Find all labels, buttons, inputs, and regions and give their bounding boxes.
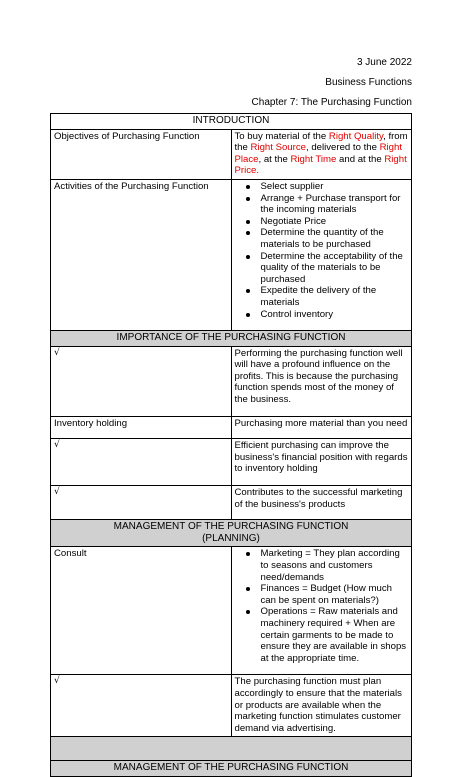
management-heading-line1: MANAGEMENT OF THE PURCHASING FUNCTION [113, 521, 349, 533]
table-row [51, 346, 412, 416]
management-heading [51, 520, 412, 547]
objectives-part: To buy material of the [234, 130, 329, 142]
consult-label: Consult [51, 547, 232, 675]
header-subject: Business Functions [325, 77, 412, 88]
table-row [51, 486, 412, 520]
table-row [51, 416, 412, 439]
importance-text [231, 439, 412, 486]
table-row [51, 179, 412, 330]
importance-text [231, 346, 412, 416]
header-chapter: Chapter 7: The Purchasing Function [251, 97, 412, 108]
objectives-part-highlight: Right Quality [328, 130, 384, 142]
introduction-heading: INTRODUCTION [51, 114, 412, 130]
tick-mark: √ [51, 675, 232, 737]
planning-text: The purchasing function must plan accordingly to ensure that the materials or products are available when the marketing function stimulates customer demand via advertising. [231, 675, 412, 737]
tick-mark: √ [51, 439, 232, 486]
importance-text [231, 416, 412, 439]
header-date: 3 June 2022 [356, 57, 412, 68]
list-item: Marketing = They plan according to seasons and customers need/demands [261, 548, 409, 583]
list-item: Operations = Raw materials and machinery required + When are certain garments to be made to ensure they are available in shops at the appropriate time. [260, 606, 407, 664]
inventory-holding-label: Inventory holding [51, 416, 232, 439]
table-row [51, 547, 412, 675]
footer-heading: MANAGEMENT OF THE PURCHASING FUNCTION [51, 761, 412, 777]
importance-text-value: Purchasing more material than you need [234, 417, 408, 429]
list-item: Expedite the delivery of the materials [261, 285, 409, 308]
importance-text [231, 486, 412, 520]
list-item: Control inventory [261, 309, 409, 321]
objectives-text [231, 129, 412, 179]
importance-text-value: Contributes to the successful marketing of the business's products [234, 487, 403, 510]
objectives-part-highlight: Right Place [234, 142, 402, 165]
management-heading-line2: (PLANNING) [202, 532, 260, 544]
objectives-part: , from the [234, 130, 408, 154]
list-item: Arrange + Purchase transport for the incoming materials [261, 193, 409, 216]
list-item: Determine the acceptability of the quality of the materials to be purchased [261, 251, 409, 286]
activities-label: Activities of the Purchasing Function [51, 179, 232, 330]
tick-mark: √ [51, 346, 232, 416]
objectives-part: , at the [258, 153, 291, 165]
list-item: Select supplier [261, 181, 409, 193]
consult-cell [231, 547, 412, 675]
table-row [51, 439, 412, 486]
objectives-part-highlight: Right Price. [234, 153, 407, 177]
tick-mark: √ [51, 486, 232, 520]
importance-text-value: Efficient purchasing can improve the business's financial position with regards to inventory holding [234, 440, 408, 475]
consult-list [235, 548, 409, 664]
objectives-part-highlight: Right Time [290, 153, 337, 165]
activities-list [235, 181, 409, 320]
notes-table [50, 113, 412, 777]
activities-cell [231, 179, 412, 330]
importance-text-value: Performing the purchasing function well will have a profound influence on the profits. This is because the purchasing function spends most of the money of the business. [234, 347, 403, 406]
list-item: Determine the quantity of the materials to be purchased [261, 227, 409, 250]
objectives-label: Objectives of Purchasing Function [51, 129, 232, 179]
table-row [51, 675, 412, 737]
table-row [51, 129, 412, 179]
list-item: Negotiate Price [261, 216, 409, 228]
objectives-part: and at the [336, 153, 385, 165]
importance-heading: IMPORTANCE OF THE PURCHASING FUNCTION [51, 331, 412, 347]
list-item: Finances = Budget (How much can be spent on materials?) [261, 583, 409, 606]
objectives-part: , delivered to the [305, 142, 380, 154]
blank-shaded-row [51, 737, 412, 761]
objectives-part-highlight: Right Source [250, 142, 306, 154]
